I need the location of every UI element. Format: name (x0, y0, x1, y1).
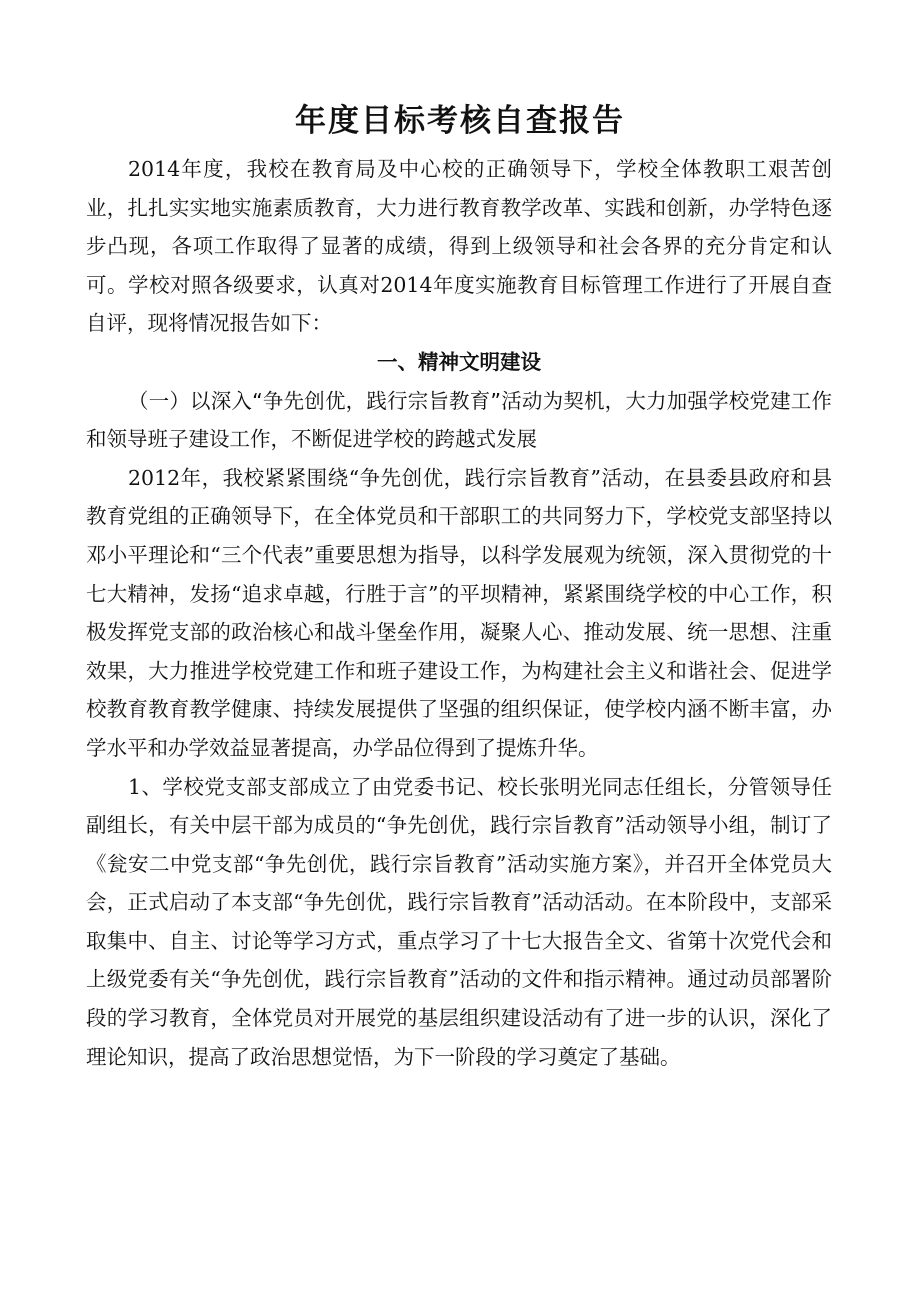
body-paragraph-2012: 2012年，我校紧紧围绕“争先创优，践行宗旨教育”活动，在县委县政府和县教育党组的正确领导下，在全体党员和干部职工的共同努力下，学校党支部坚持以邓小平理论和“三个代表”重要思想为指导，以科学发展观为统领，深入贯彻党的十七大精神，发扬“追求卓越，行胜于言”的平坝精神，紧紧围绕学校的中心工作，积极发挥党支部的政治核心和战斗堡垒作用，凝聚人心、推动发展、统一思想、注重效果，大力推进学校党建工作和班子建设工作，为构建社会主义和谐社会、促进学校教育教育教学健康、持续发展提供了坚强的组织保证，使学校内涵不断丰富，办学水平和办学效益显著提高，办学品位得到了提炼升华。 (86, 465, 832, 760)
section-heading: 一、精神文明建设 (377, 349, 541, 374)
intro-paragraph: 2014年度，我校在教育局及中心校的正确领导下，学校全体教职工艰苦创业，扎扎实实地实施素质教育，大力进行教育教学改革、实践和创新，办学特色逐步凸现，各项工作取得了显著的成绩，得到上级领导和社会各界的充分肯定和认可。学校对照各级要求，认真对2014年度实施教育目标管理工作进行了开展自查自评，现将情况报告如下： (86, 157, 832, 336)
document-title: 年度目标考核自查报告 (295, 103, 625, 139)
subsection-heading: （一）以深入“争先创优，践行宗旨教育”活动为契机，大力加强学校党建工作和领导班子建设工作，不断促进学校的跨越式发展 (86, 388, 832, 452)
item-1-paragraph: 1、学校党支部支部成立了由党委书记、校长张明光同志任组长，分管领导任副组长，有关中层干部为成员的“争先创优，践行宗旨教育”活动领导小组，制订了《瓮安二中党支部“争先创优，践行宗旨教育”活动实施方案》，并召开全体党员大会，正式启动了本支部“争先创优，践行宗旨教育”活动活动。在本阶段中，支部采取集中、自主、讨论等学习方式，重点学习了十七大报告全文、省第十次党代会和上级党委有关“争先创优，践行宗旨教育”活动的文件和指示精神。通过动员部署阶段的学习教育，全体党员对开展党的基层组织建设活动有了进一步的认识，深化了理论知识，提高了政治思想觉悟，为下一阶段的学习奠定了基础。 (86, 774, 832, 1069)
document-body (86, 150, 832, 1076)
